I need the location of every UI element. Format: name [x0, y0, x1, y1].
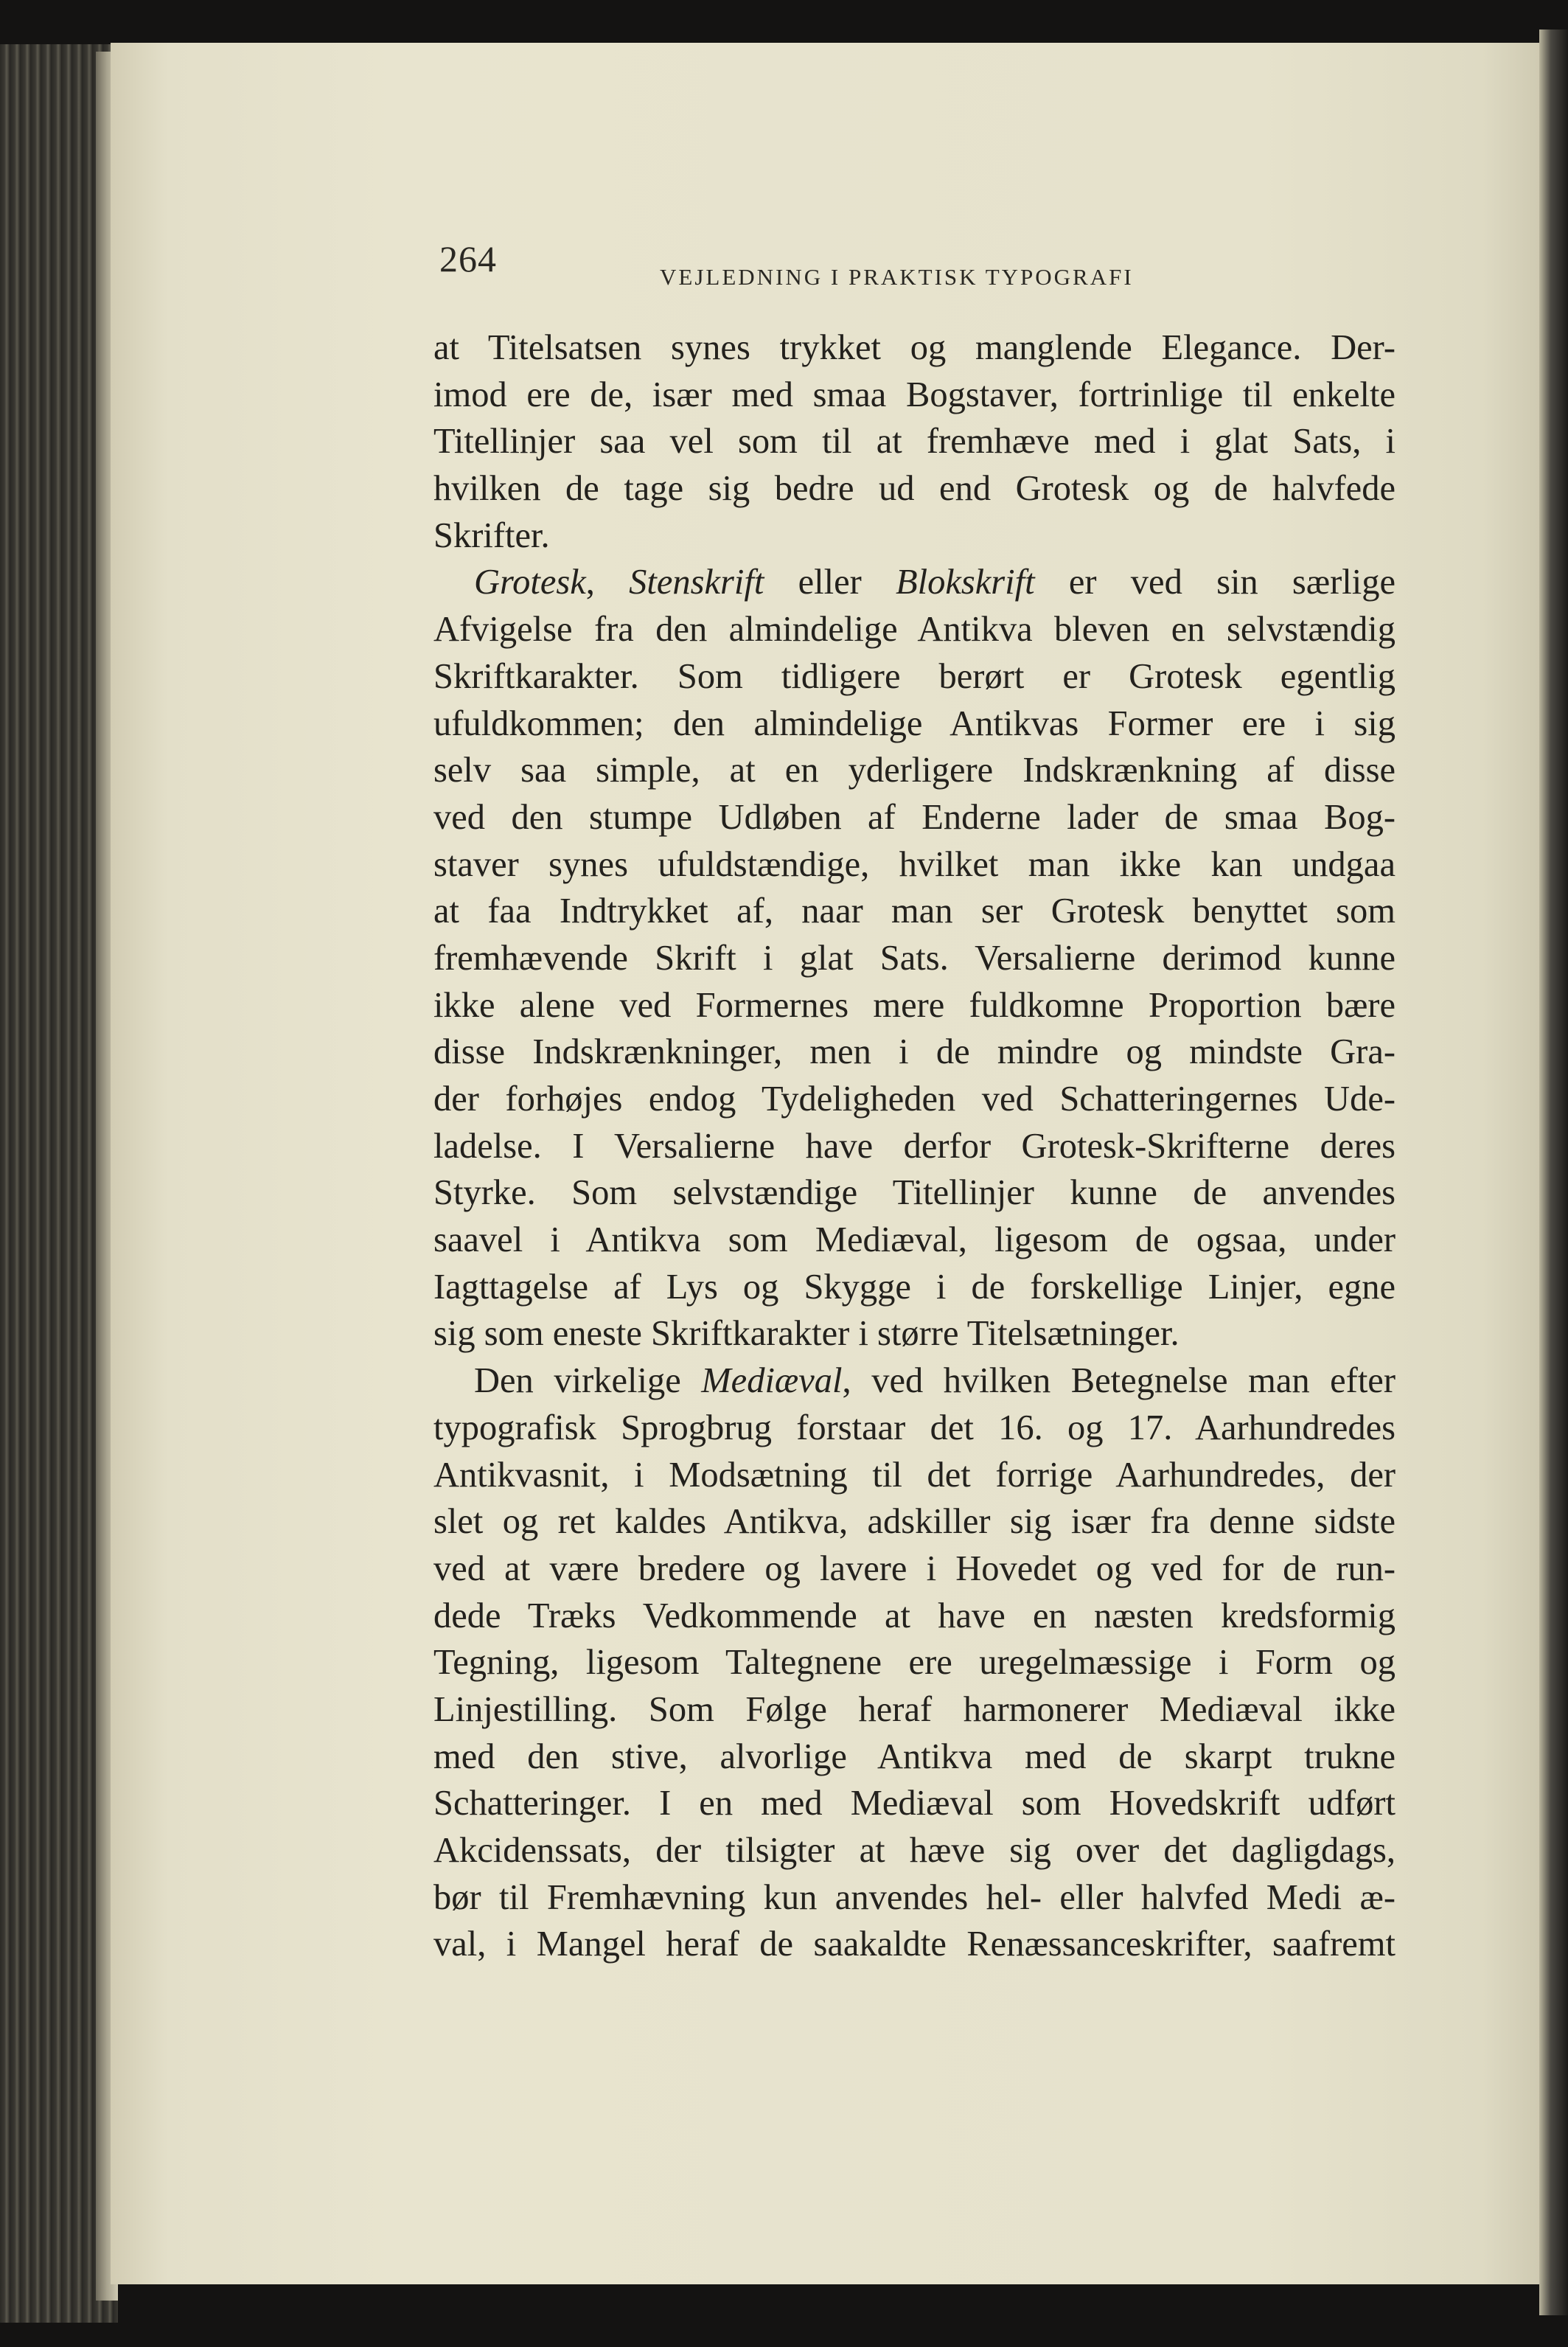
text-line: selv saa simple, at en yderligere Indskrænkning af disse	[433, 751, 1395, 790]
text-line: bør til Fremhævning kun anvendes hel- eller halvfed Medi æ-	[433, 1877, 1395, 1917]
running-head: VEJLEDNING I PRAKTISK TYPOGRAFI	[660, 264, 1134, 290]
text-line: Titellinjer saa vel som til at fremhæve med i glat Sats, i	[433, 422, 1395, 462]
italic-term: Blokskrift	[896, 563, 1035, 602]
text-line: ladelse. I Versalierne have derfor Grotesk-Skrifterne deres	[433, 1126, 1395, 1166]
text-line: Schatteringer. I en med Mediæval som Hovedskrift udført	[433, 1784, 1395, 1823]
text-line: staver synes ufuldstændige, hvilket man ikke kan undgaa	[433, 844, 1395, 884]
italic-term: Stenskrift	[629, 563, 764, 602]
body-text	[433, 324, 1395, 1968]
text-line: Akcidenssats, der tilsigter at hæve sig over det dagligdags,	[433, 1831, 1395, 1870]
page-number: 264	[439, 238, 497, 279]
italic-term: Grotesk	[474, 563, 586, 602]
text-line: Afvigelse fra den almindelige Antikva bleven en selvstændig	[433, 610, 1395, 650]
text-line: Skriftkarakter. Som tidligere berørt er Grotesk egentlig	[433, 656, 1395, 696]
text-line: Tegning, ligesom Taltegnene ere uregelmæssige i Form og	[433, 1643, 1395, 1683]
text-line: ved den stumpe Udløben af Enderne lader de smaa Bog-	[433, 797, 1395, 837]
text-line: dede Træks Vedkommende at have en næsten kredsformig	[433, 1596, 1395, 1635]
text-line: ufuldkommen; den almindelige Antikvas Former ere i sig	[433, 703, 1395, 743]
text-line: imod ere de, især med smaa Bogstaver, fortrinlige til enkelte	[433, 375, 1395, 414]
paragraph-start-line: Den virkelige Mediæval, ved hvilken Betegnelse man efter	[474, 1361, 1395, 1401]
text-line: ikke alene ved Formernes mere fuldkomne Proportion bære	[433, 985, 1395, 1025]
text-line: disse Indskrænkninger, men i de mindre og mindste Gra-	[433, 1032, 1395, 1072]
text-line: at Titelsatsen synes trykket og manglende Elegance. Der-	[433, 328, 1395, 367]
text-line: Skrifter.	[433, 515, 550, 555]
text-line: slet og ret kaldes Antikva, adskiller sig især fra denne sidste	[433, 1502, 1395, 1542]
text-line: der forhøjes endog Tydeligheden ved Schatteringernes Ude-	[433, 1079, 1395, 1119]
text-line: fremhævende Skrift i glat Sats. Versalierne derimod kunne	[433, 938, 1395, 978]
text-line: ved at være bredere og lavere i Hovedet og ved for de run-	[433, 1548, 1395, 1588]
text-line: med den stive, alvorlige Antikva med de skarpt trukne	[433, 1736, 1395, 1776]
text-line: saavel i Antikva som Mediæval, ligesom de ogsaa, under	[433, 1220, 1395, 1260]
text-line: hvilken de tage sig bedre ud end Grotesk og de halvfede	[433, 469, 1395, 509]
text-line: typografisk Sprogbrug forstaar det 16. og 17. Aarhundredes	[433, 1408, 1395, 1447]
text-line: Iagttagelse af Lys og Skygge i de forskellige Linjer, egne	[433, 1267, 1395, 1307]
italic-term: Mediæval	[701, 1361, 843, 1401]
text-line: val, i Mangel heraf de saakaldte Renæssanceskrifter, saafremt	[433, 1924, 1395, 1964]
book-right-edge	[1539, 29, 1568, 2315]
text-line: at faa Indtrykket af, naar man ser Grotesk benyttet som	[433, 891, 1395, 931]
text-line: Linjestilling. Som Følge heraf harmonerer Mediæval ikke	[433, 1689, 1395, 1729]
text-line: Antikvasnit, i Modsætning til det forrige Aarhundredes, der	[433, 1455, 1395, 1495]
text-line: sig som eneste Skriftkarakter i større Titelsætninger.	[433, 1314, 1180, 1354]
text-line: Styrke. Som selvstændige Titellinjer kunne de anvendes	[433, 1173, 1395, 1213]
paragraph-start-line: Grotesk, Stenskrift eller Blokskrift er ved sin særlige	[474, 563, 1395, 602]
